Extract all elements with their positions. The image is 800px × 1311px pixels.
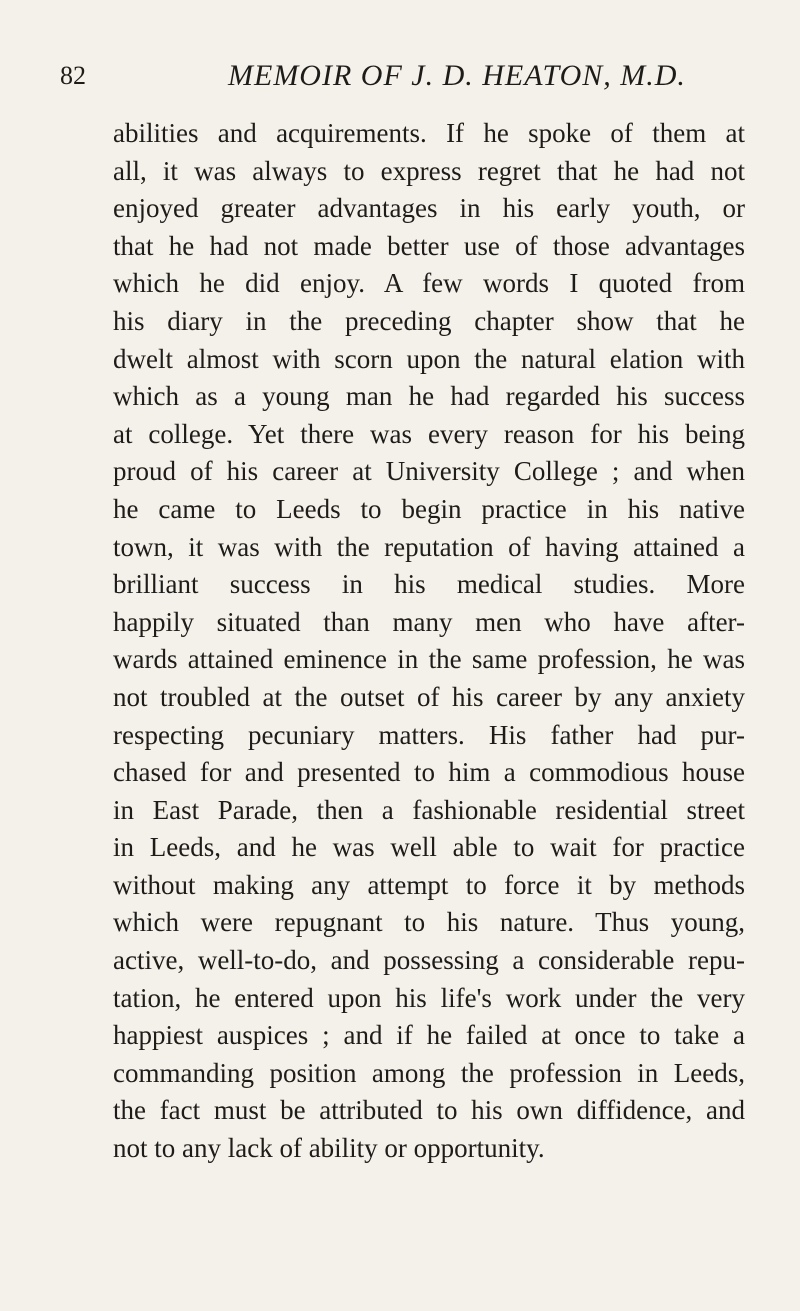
body-text: [113, 115, 745, 1168]
text-line: tation, he entered upon his life's work under the very: [113, 982, 745, 1013]
text-line: abilities and acquirements. If he spoke of them at: [113, 118, 745, 148]
text-line: without making any attempt to force it by methods: [113, 869, 745, 900]
text-line: enjoyed greater advantages in his early youth, or: [113, 193, 745, 224]
text-line: proud of his career at University College ; and when: [113, 456, 745, 487]
text-line: dwelt almost with scorn upon the natural elation with: [113, 343, 745, 374]
text-line: his diary in the preceding chapter show that he: [113, 305, 745, 336]
text-line: happiest auspices ; and if he failed at once to take a: [113, 1020, 745, 1051]
text-line: chased for and presented to him a commodious house: [113, 757, 745, 788]
text-line: in East Parade, then a fashionable residential street: [113, 794, 745, 825]
text-line: town, it was with the reputation of having attained a: [113, 531, 745, 562]
text-line: brilliant success in his medical studies. More: [113, 569, 745, 600]
text-line: the fact must be attributed to his own diffidence, and: [113, 1095, 745, 1126]
text-line: all, it was always to express regret that he had not: [113, 155, 745, 186]
page-number: 82: [60, 61, 86, 90]
text-line: at college. Yet there was every reason for his being: [113, 418, 745, 449]
text-line: he came to Leeds to begin practice in his native: [113, 493, 745, 524]
text-line: wards attained eminence in the same profession, he was: [113, 644, 745, 675]
text-line: commanding position among the profession in Leeds,: [113, 1057, 745, 1088]
text-line: respecting pecuniary matters. His father had pur-: [113, 719, 745, 750]
text-line: not to any lack of ability or opportunity.: [113, 1133, 545, 1164]
text-line: which he did enjoy. A few words I quoted from: [113, 268, 745, 299]
text-line: that he had not made better use of those advantages: [113, 230, 745, 261]
text-line: which as a young man he had regarded his success: [113, 381, 745, 412]
page-header: [60, 56, 750, 96]
text-line: not troubled at the outset of his career by any anxiety: [113, 681, 745, 712]
text-line: active, well-to-do, and possessing a considerable repu-: [113, 945, 745, 976]
text-line: in Leeds, and he was well able to wait for practice: [113, 832, 745, 863]
text-line: happily situated than many men who have after-: [113, 606, 745, 637]
running-title: MEMOIR OF J. D. HEATON, M.D.: [228, 59, 686, 92]
text-line: which were repugnant to his nature. Thus young,: [113, 907, 745, 938]
